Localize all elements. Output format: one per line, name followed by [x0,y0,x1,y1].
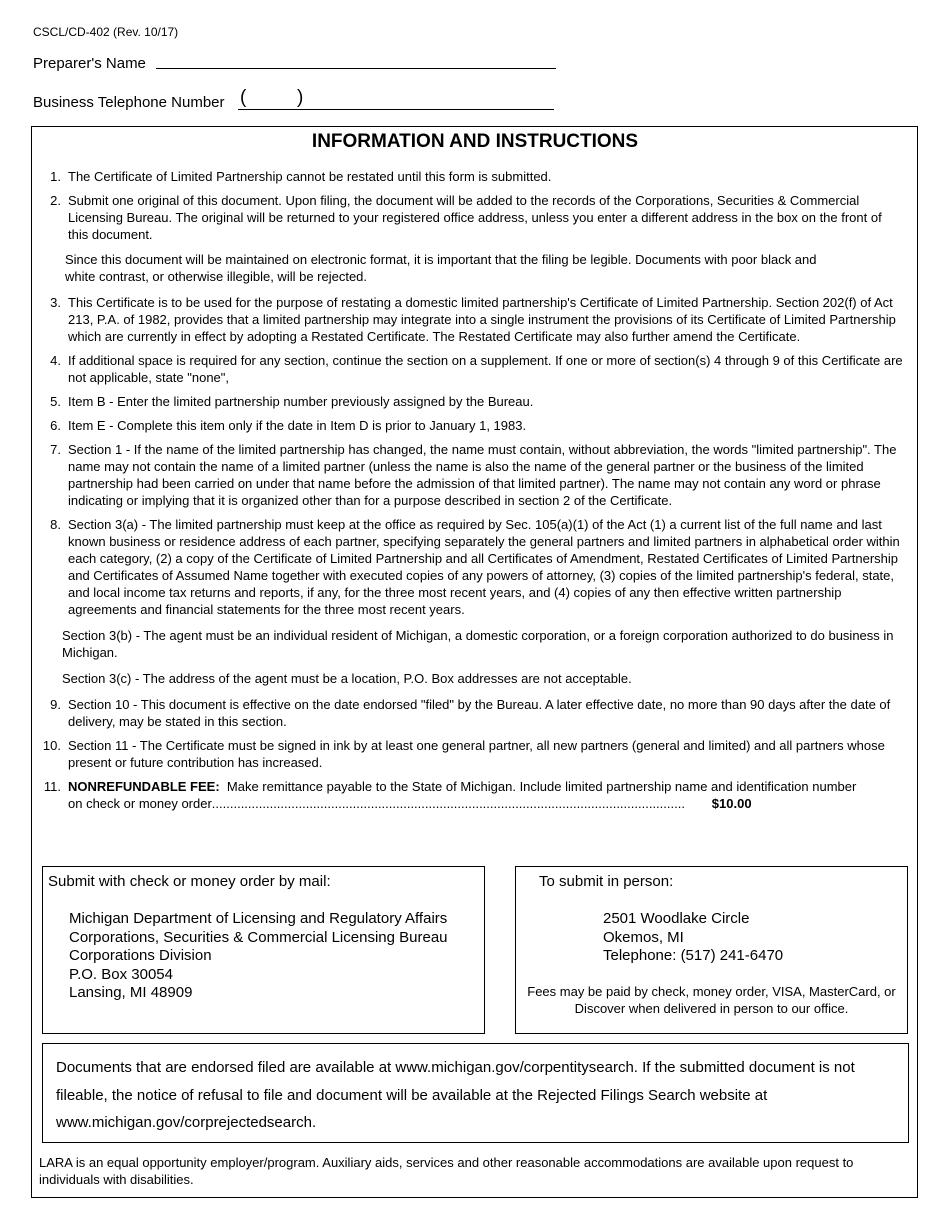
payment-methods-note: Fees may be paid by check, money order, VISA, MasterCard, or Discover when delivered in person to our office. [527,984,896,1016]
list-item: 10. Section 11 - The Certificate must be signed in ink by at least one general partner, all new partners (general and limited) and all partners whose present or future contribution has increased. [42,738,885,770]
section-3b-note: Section 3(b) - The agent must be an individual resident of Michigan, a domestic corporation, or a foreign corporation authorized to do business in Michigan. [62,628,894,660]
business-phone-field[interactable] [238,109,554,110]
instruction-list [34,168,904,819]
fee-label: NONREFUNDABLE FEE: [68,779,220,794]
in-person-address: 2501 Woodlake Circle Okemos, MI Telephone: (517) 241-6470 [603,910,784,964]
section-3c-note: Section 3(c) - The address of the agent must be a location, P.O. Box addresses are not acceptable. [62,671,632,686]
list-item: 1. The Certificate of Limited Partnership cannot be restated until this form is submitted. [50,169,552,184]
in-person-heading: To submit in person: [539,873,674,890]
page-title: INFORMATION AND INSTRUCTIONS [311,131,639,152]
phone-close-paren: ) [297,87,304,108]
lara-statement: LARA is an equal opportunity employer/program. Auxiliary aids, services and other reasonable accommodations are available upon request to individuals with disabilities. [39,1155,854,1187]
list-item: 5. Item B - Enter the limited partnership number previously assigned by the Bureau. [50,394,534,409]
fee-leader-dots: ................................................................................................................................... [211,796,685,811]
list-item: 8. Section 3(a) - The limited partnership must keep at the office as required by Sec. 105(a)(1) of the Act (1) a current list of the full name and last known business or residence address of each partner, specifying separately the general partners and limited partners in alphabetical order within each category, (2) a copy of the Certificate of Limited Partnership and all Certificates of Amendment, Restated Certificates of Limited Partnership and Certificates of Assumed Name together with executed copies of any powers of attorney, (3) copies of the limited partnership's federal, state, and local income tax returns and reports, if any, for the three most recent years, and (4) copies of any then effective written partnership agreements and financial statements for the three most recent years. [50,517,900,617]
form-number: CSCL/CD-402 (Rev. 10/17) [33,25,179,39]
list-item: 11. NONREFUNDABLE FEE: Make remittance payable to the State of Michigan. Include limited partnership name and identification number on check or money order................................................................................................................................... $10.00 [43,779,857,811]
preparer-name-label: Preparer's Name [33,55,146,72]
business-phone-label: Business Telephone Number [33,94,225,111]
mail-heading: Submit with check or money order by mail: [48,873,331,890]
list-item: 7. Section 1 - If the name of the limited partnership has changed, the name must contain, without abbreviation, the words "limited partnership". The name may not contain the name of a limited partner (unless the name is also the name of the general partner or the business of the limited partnership had been carried on under that name before the admission of that limited partner). The name may not contain any word or phrase indicating or implying that it is organized other than for a purpose described in section 2 of the Certificate. [50,442,897,508]
list-item: 2. Submit one original of this document. Upon filing, the document will be added to the records of the Corporations, Securities & Commercial Licensing Bureau. The original will be returned to your registered office address, unless you enter a different address in the box on the front of this document. [50,193,882,242]
fee-amount: $10.00 [711,796,752,811]
mail-address: Michigan Department of Licensing and Regulatory Affairs Corporations, Securities & Commercial Licensing Bureau Corporations Division P.O. Box 30054 Lansing, MI 48909 [69,910,448,1001]
list-item: 6. Item E - Complete this item only if the date in Item D is prior to January 1, 1983. [50,418,527,433]
availability-text: Documents that are endorsed filed are available at www.michigan.gov/corpentitysearch. If the submitted document is not fileable, the notice of refusal to file and document will be available at the Rejected Filings Search website at www.michigan.gov/corprejectedsearch. [56,1059,855,1131]
list-item: 4. If additional space is required for any section, continue the section on a supplement. If one or more of section(s) 4 through 9 of this Certificate are not applicable, state "none", [50,353,903,385]
list-item: 3. This Certificate is to be used for the purpose of restating a domestic limited partnership's Certificate of Limited Partnership. Section 202(f) of Act 213, P.A. of 1982, provides that a limited partnership may integrate into a single instrument the provisions of its Certificate of Limited Partnership which are currently in effect by adopting a Restated Certificate. The Restated Certificate may also further amend the Certificate. [50,295,896,344]
phone-open-paren: ( [240,87,247,108]
list-item: 9. Section 10 - This document is effective on the date endorsed "filed" by the Bureau. A later effective date, no more than 90 days after the date of delivery, may be stated in this section. [50,697,891,729]
legibility-note: Since this document will be maintained on electronic format, it is important that the filing be legible. Documents with poor black and white contrast, or otherwise illegible, will be rejected. [65,252,817,284]
preparer-name-field[interactable] [156,68,556,69]
